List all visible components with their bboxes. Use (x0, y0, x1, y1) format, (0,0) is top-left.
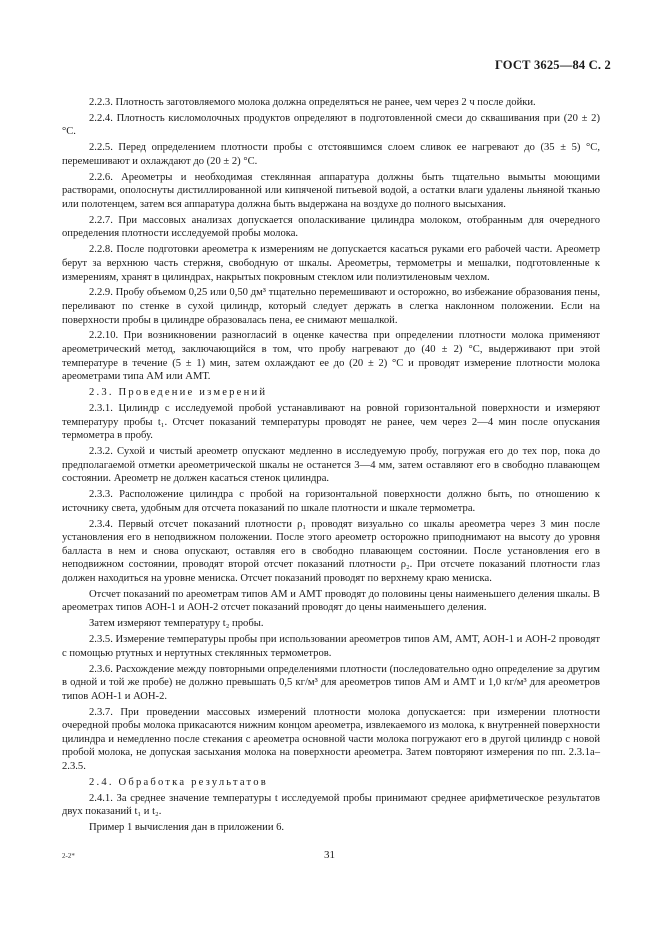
paragraph-2-3-5: 2.3.5. Измерение температуры пробы при использовании ареометров типов АМ, АМТ, АОН-1 и АОН-2 проводят с помощью ртутных и нертутных стеклянных термометров. (62, 634, 600, 659)
paragraph-2-3-6: 2.3.6. Расхождение между повторными определениями плотности (последовательно одно определение за другим в одной и той же пробе) не должно превышать 0,5 кг/м³ для ареометров типов АМ и АМТ и 1,0 кг/м³ для ареометров типов АОН-1 и АОН-2. (62, 663, 600, 702)
paragraph-2-3-4-readings: Отсчет показаний по ареометрам типов АМ и АМТ проводят до половины цены наименьшего деления шкалы. В ареометрах типов АОН-1 и АОН-2 отсчет показаний проводят до цены наименьшего деления. (62, 588, 600, 614)
section-heading-2-3: 2.3. Проведение измерений (89, 387, 268, 399)
paragraph-2-2-10: 2.2.10. При возникновении разногласий в оценке качества при определении плотности молока применяют ареометрический метод, заключающийся в том, что пробу нагревают до (40 ± 2) °С, выдерживают при этой температуре в течение (5 ± 1) мин, затем охлаждают ее до (20 ± 2) °С и проводят измерение плотности молока ареометрами типа АМ или АМТ. (62, 330, 600, 383)
paragraph-2-2-7: 2.2.7. При массовых анализах допускается ополаскивание цилиндра молоком, отобранным для очередного определения плотности исследуемой пробы молока. (62, 214, 600, 240)
paragraph-2-2-5: 2.2.5. Перед определением плотности пробы с отстоявшимся слоем сливок ее нагревают до (35 ± 5) °С, перемешивают и охлаждают до (20 ± 2) °С. (62, 142, 600, 167)
paragraph-2-3-4-temperature: Затем измеряют температуру t₂ пробы. (89, 618, 264, 630)
paragraph-2-4-1: 2.4.1. За среднее значение температуры t исследуемой пробы принимают среднее арифметическое результатов двух показаний t₁ и t₂. (62, 792, 600, 818)
document-header: ГОСТ 3625—84 С. 2 (494, 58, 611, 72)
paragraph-2-3-2: 2.3.2. Сухой и чистый ареометр опускают медленно в исследуемую пробу, погружая его до тех пор, пока до предполагаемой отметки ареометрической шкалы не останется 3—4 мм, затем оставляют его в свободно плавающем состоянии. Ареометр не должен касаться стенок цилиндра. (62, 446, 600, 485)
paragraph-2-2-9: 2.2.9. Пробу объемом 0,25 или 0,50 дм³ тщательно перемешивают и осторожно, во избежание образования пены, переливают по стенке в сухой цилиндр, который следует держать в слегка наклонном положении. Если на поверхности пробы в цилиндре образовалась пена, ее снимают мешалкой. (62, 287, 600, 326)
page-number: 31 (324, 849, 335, 861)
paragraph-2-2-8: 2.2.8. После подготовки ареометра к измерениям не допускается касаться руками его рабочей части. Ареометр берут за верхнюю часть стержня, свободную от шкалы. Ареометры, термометры и мешалки, подготовленные к измерениям, хранят в цилиндрах, накрытых покровным стеклом или полиэтиленовым чехлом. (62, 244, 600, 283)
paragraph-2-2-4: 2.2.4. Плотность кисломолочных продуктов определяют в подготовленной смеси до сквашивания при (20 ± 2) °С. (62, 112, 600, 138)
paragraph-2-3-3: 2.3.3. Расположение цилиндра с пробой на горизонтальной поверхности должно быть, по отношению к источнику света, удобным для отсчета показаний по шкале плотности и шкале термометра. (62, 489, 600, 514)
section-heading-2-4: 2.4. Обработка результатов (89, 776, 268, 788)
paragraph-2-3-4: 2.3.4. Первый отсчет показаний плотности ρ₁ проводят визуально со шкалы ареометра через 3 мин после установления его в неподвижном положении. После этого ареометр осторожно приподнимают на высоту до уровня балласта в нем и снова опускают, оставляя его в свободно плавающем состоянии. После установления его в неподвижном состоянии, проводят второй отсчет показаний плотности ρ₂. При отсчете показаний плотности глаз должен находиться на уровне мениска. Отсчет показаний проводят по верхнему краю мениска. (62, 518, 600, 584)
paragraph-2-3-7: 2.3.7. При проведении массовых измерений плотности молока допускается: при измерении плотности очередной пробы молока прикасаются нижним концом ареометра, извлекаемого из молока, к внутренней поверхности цилиндра и немедленно после стекания с ареометра основной части молока погружают его в другой цилиндр с новой пробой молока, не допуская засыхания молока на поверхности ареометра. Затем повторяют измерения по пп. 2.3.1а–2.3.5. (62, 706, 600, 772)
paragraph-2-2-6: 2.2.6. Ареометры и необходимая стеклянная аппаратура должны быть тщательно вымыты моющими растворами, ополоснуты дистиллированной или кипяченой питьевой водой, а остатки влаги удалены льняной тканью или полотенцем, затем вся аппаратура должна быть выдержана на воздухе до полного высыхания. (62, 171, 600, 210)
signature-mark: 2-2* (62, 852, 75, 860)
document-body (62, 96, 600, 837)
paragraph-example: Пример 1 вычисления дан в приложении 6. (89, 822, 285, 834)
paragraph-2-3-1: 2.3.1. Цилиндр с исследуемой пробой устанавливают на ровной горизонтальной поверхности и измеряют температуру пробы t₁. Отсчет показаний температуры проводят не ранее, чем через 2—4 мин после опускания термометра в пробу. (62, 403, 600, 442)
paragraph-2-2-3: 2.2.3. Плотность заготовляемого молока должна определяться не ранее, чем через 2 ч после дойки. (89, 97, 536, 108)
